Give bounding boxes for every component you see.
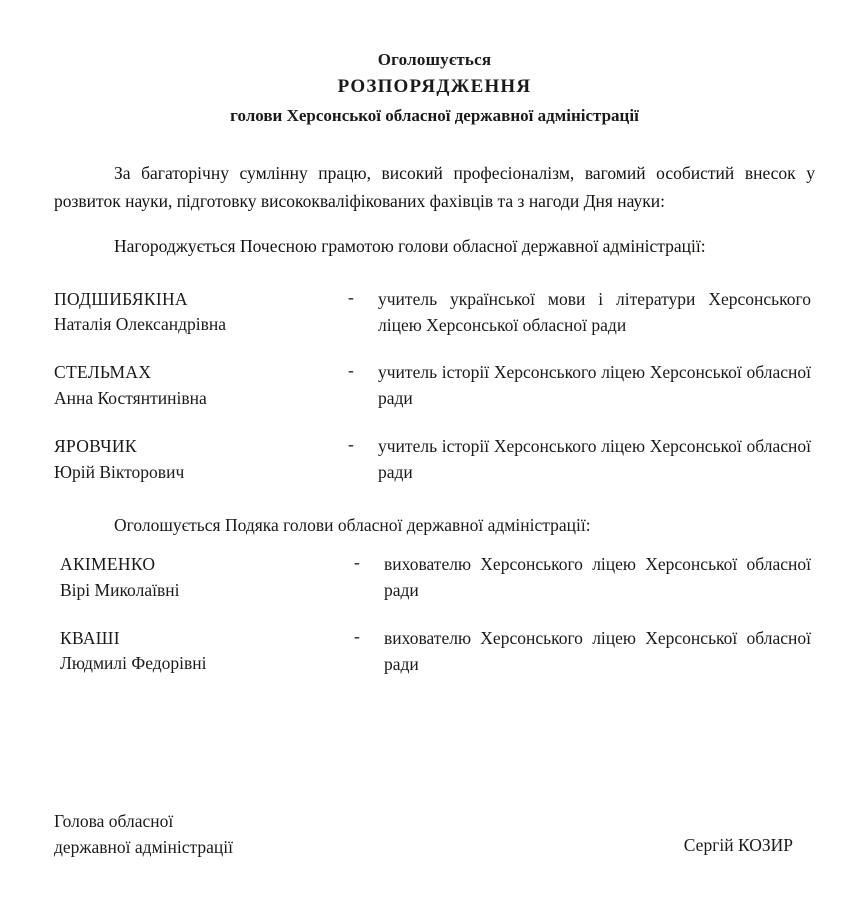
recipient-surname: ЯРОВЧИК xyxy=(54,436,137,457)
signer-name: Сергій КОЗИР xyxy=(683,834,793,855)
recipient-description: учитель історії Херсонського ліцею Херсонської обласної ради xyxy=(378,362,811,409)
header-announcement-line: Оголошується xyxy=(377,50,492,69)
gratitude-announcement: Оголошується Подяка голови обласної державної адміністрації: xyxy=(114,514,591,535)
recipient-surname: АКІМЕНКО xyxy=(60,554,156,575)
recipient-name xyxy=(54,287,346,361)
recipient-name xyxy=(54,552,352,626)
signer-position-line-2: державної адміністрації xyxy=(54,836,233,857)
dash-separator: - xyxy=(348,434,354,455)
recipient-surname: СТЕЛЬМАХ xyxy=(54,362,152,383)
intro-paragraph-2: Нагороджується Почесною грамотою голови обласної державної адміністрації: xyxy=(114,236,706,256)
recipient-given-name: Людмилі Федорівні xyxy=(60,653,207,674)
document-header xyxy=(54,48,815,128)
dash-separator: - xyxy=(354,626,360,647)
header-issuer: голови Херсонської обласної державної адміністрації xyxy=(230,106,639,126)
dash-separator: - xyxy=(354,552,360,573)
recipient-description: вихователю Херсонського ліцею Херсонської обласної ради xyxy=(384,628,811,674)
recipient-description: учитель історії Херсонського ліцею Херсонської обласної ради xyxy=(378,436,811,483)
recipient-name xyxy=(54,360,346,434)
recipient-given-name: Вірі Миколаївні xyxy=(60,579,180,600)
recipient-given-name: Наталія Олександрівна xyxy=(54,314,226,335)
intro-paragraph-1: За багаторічну сумлінну працю, високий професіоналізм, вагомий особистий внесок у розвиток науки, підготовку висококваліфікованих фахівців та з нагоди Дня науки: xyxy=(54,163,815,211)
signer-position-line-1: Голова обласної xyxy=(54,810,174,831)
table-row xyxy=(54,552,815,626)
header-document-type: РОЗПОРЯДЖЕННЯ xyxy=(337,76,532,98)
dash-separator: - xyxy=(348,360,354,381)
signature-block xyxy=(54,808,815,861)
table-row xyxy=(54,626,815,700)
recipient-name xyxy=(54,626,352,700)
recipient-name xyxy=(54,434,346,508)
table-row xyxy=(54,287,815,361)
recipient-given-name: Анна Костянтинівна xyxy=(54,387,207,408)
table-row xyxy=(54,360,815,434)
honour-award-list xyxy=(54,287,815,508)
dash-separator: - xyxy=(348,286,354,307)
recipient-given-name: Юрій Вікторович xyxy=(54,461,185,482)
recipient-description: вихователю Херсонського ліцею Херсонської обласної ради xyxy=(384,554,811,601)
recipient-surname: ПОДШИБЯКІНА xyxy=(54,288,188,309)
table-row xyxy=(54,434,815,508)
gratitude-award-list xyxy=(54,552,815,700)
recipient-surname: КВАШІ xyxy=(60,628,120,649)
signer-position xyxy=(54,808,233,861)
recipient-description: учитель української мови і літератури Херсонського ліцею Херсонської обласної ради xyxy=(378,288,811,335)
